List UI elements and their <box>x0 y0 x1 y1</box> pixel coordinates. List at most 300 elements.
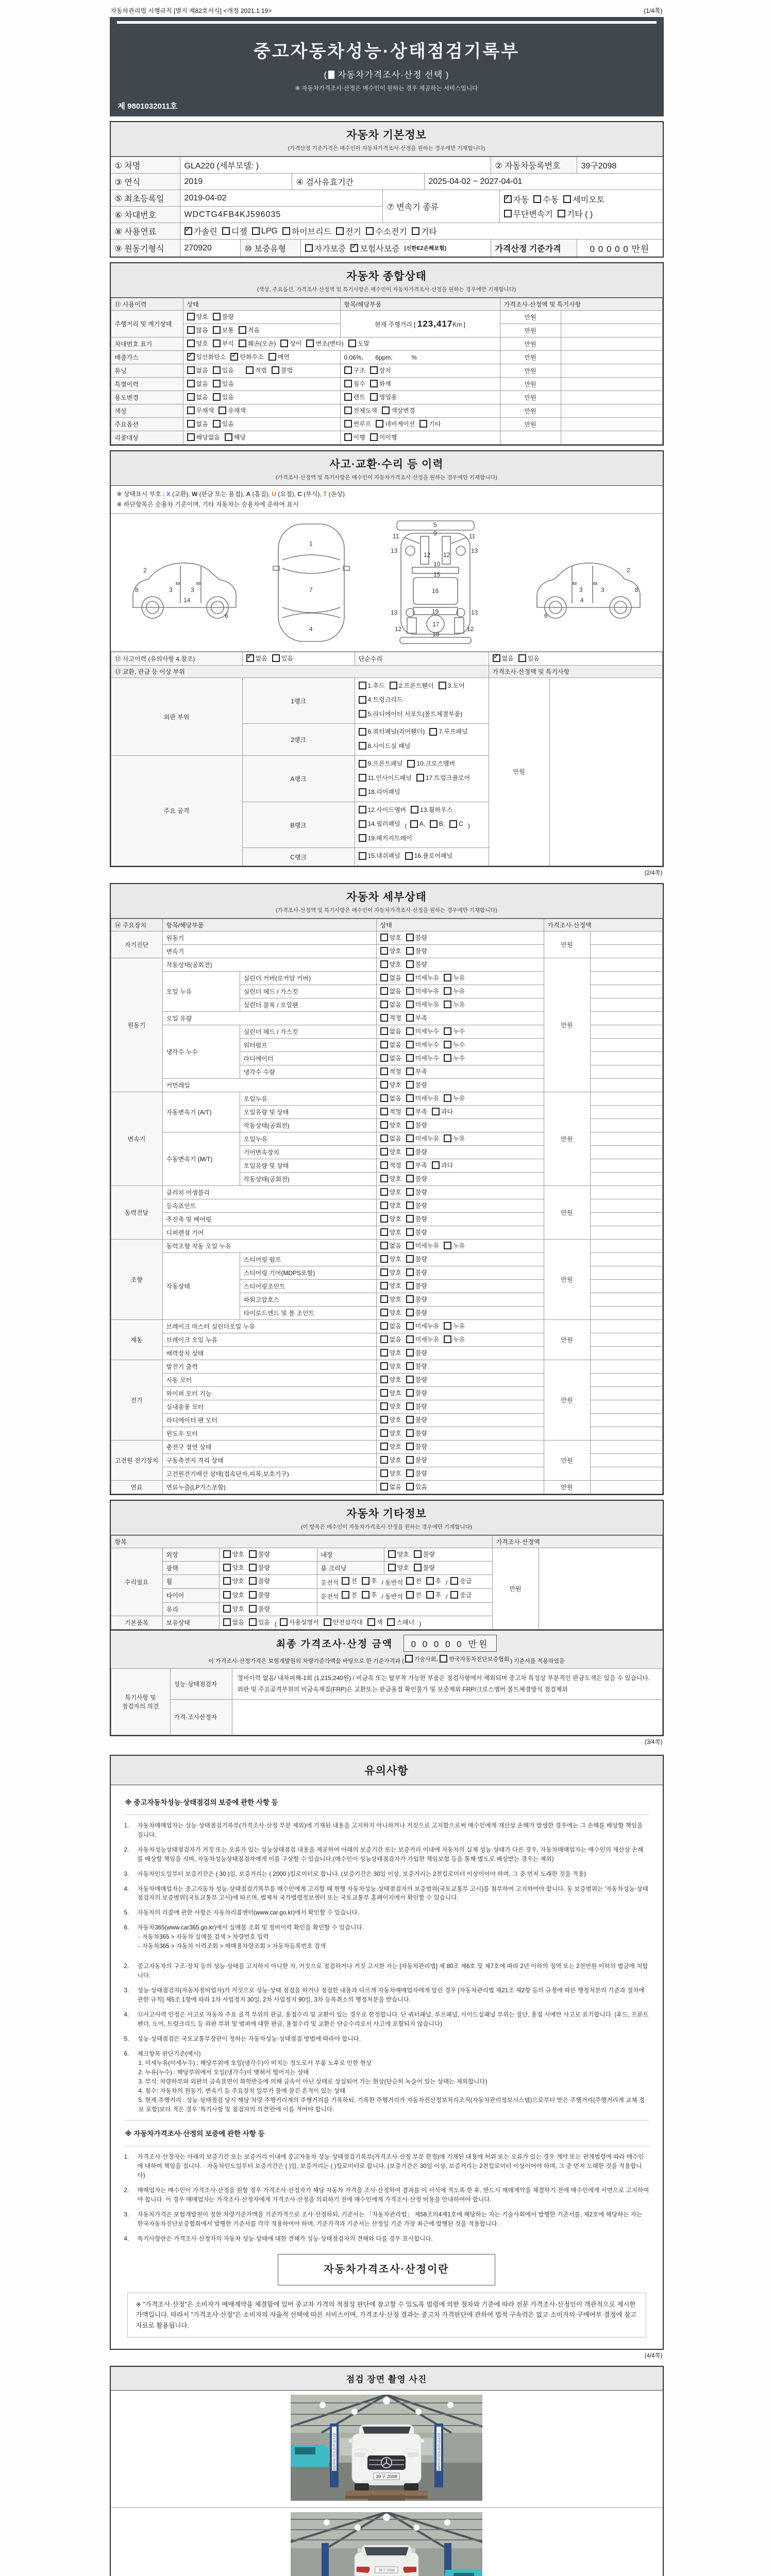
checkbox-option[interactable] <box>419 419 441 428</box>
state-options <box>376 1226 544 1239</box>
checkbox-option[interactable] <box>219 406 246 415</box>
checkbox-option[interactable] <box>370 379 391 388</box>
checkbox-option[interactable] <box>406 1321 439 1330</box>
checkbox-option[interactable] <box>387 1618 414 1626</box>
checkbox-option[interactable] <box>380 1094 401 1103</box>
checkbox-icon <box>223 1550 231 1558</box>
checkbox-icon <box>426 1591 434 1599</box>
checkbox-option[interactable] <box>406 1214 427 1223</box>
checkbox-icon <box>444 1054 451 1062</box>
checkbox-option[interactable] <box>450 1577 472 1585</box>
subitem-label: 오일유량 및 상태 <box>240 1105 376 1118</box>
checkbox-option[interactable] <box>406 1161 427 1170</box>
checkbox-label: 적정 <box>389 1067 401 1075</box>
checkbox-icon <box>344 406 352 414</box>
checkbox-option[interactable] <box>213 326 234 334</box>
checkbox-label: 불량 <box>415 1175 427 1182</box>
checkbox-label: LPG <box>261 226 278 235</box>
column-header: 항목/해당부품 <box>162 919 376 931</box>
checkbox-option[interactable] <box>249 1577 270 1585</box>
item-label: 디퍼렌셜 기어 <box>162 1226 376 1239</box>
checkbox-icon <box>380 1376 388 1383</box>
checkbox-option[interactable] <box>380 1442 401 1451</box>
checkbox-option[interactable] <box>406 960 427 969</box>
checkbox-label: 불량 <box>415 960 427 968</box>
price-appraisal-definition-title: 자동차가격조사·산정이란 <box>278 2254 495 2285</box>
checkbox-option[interactable] <box>406 987 439 995</box>
checkbox-option[interactable] <box>380 1147 401 1156</box>
checkbox-option[interactable] <box>213 419 234 428</box>
checkbox-option[interactable] <box>380 1134 401 1143</box>
checkbox-option[interactable] <box>504 208 553 219</box>
checkbox-option[interactable] <box>249 1590 270 1599</box>
note-cell <box>590 1092 662 1105</box>
checkbox-option[interactable] <box>518 654 540 663</box>
notice-item-number: 6. <box>124 2050 129 2058</box>
checkbox-option[interactable] <box>222 225 247 237</box>
checkbox-option[interactable] <box>406 1362 427 1370</box>
checkbox-option[interactable] <box>380 1255 401 1263</box>
checkbox-option[interactable] <box>249 1604 270 1613</box>
checkbox-option[interactable] <box>239 339 276 348</box>
state-options <box>376 1025 544 1038</box>
checkbox-option[interactable] <box>414 1550 435 1558</box>
notice-item-number: 4. <box>124 1885 129 1892</box>
checkbox-option[interactable] <box>450 1590 472 1599</box>
checkbox-option[interactable] <box>406 1590 422 1599</box>
item-label: 동력조향 작동 오일 누유 <box>162 1239 376 1252</box>
table-header-row <box>111 665 662 677</box>
checkbox-option[interactable] <box>336 225 361 237</box>
table-row <box>111 1092 662 1105</box>
checkbox-option[interactable] <box>558 208 593 219</box>
checkbox-option[interactable] <box>230 352 263 361</box>
checkbox-option[interactable] <box>380 1482 401 1491</box>
checkbox-option[interactable] <box>563 193 604 205</box>
checkbox-option[interactable] <box>342 1577 357 1585</box>
checkbox-option[interactable] <box>444 1321 465 1330</box>
checkbox-option[interactable] <box>362 1577 377 1585</box>
checkbox-option[interactable] <box>426 1590 442 1599</box>
checkbox-label: 11.인사이드패널 <box>367 774 412 782</box>
checkbox-option[interactable] <box>380 960 401 969</box>
checkbox-label: 누유 <box>453 1001 465 1008</box>
price-cell: 만원 <box>544 1239 590 1319</box>
checkbox-option[interactable] <box>449 818 463 830</box>
checkbox-option[interactable] <box>249 1563 270 1572</box>
checkbox-option[interactable] <box>406 1429 427 1437</box>
checkbox-option[interactable] <box>406 1335 439 1344</box>
checkbox-icon <box>239 326 246 334</box>
checkbox-option[interactable] <box>380 1281 401 1290</box>
checkbox-option[interactable] <box>359 804 407 816</box>
checkbox-option[interactable] <box>406 1577 422 1585</box>
checkbox-icon <box>187 313 195 320</box>
checkbox-option[interactable] <box>406 1121 427 1129</box>
checkbox-label: 없음 <box>389 1001 401 1008</box>
checkbox-option[interactable] <box>406 1134 439 1143</box>
checkbox-label: 불량 <box>415 1349 427 1357</box>
checkbox-option[interactable] <box>410 818 425 830</box>
checkbox-icon <box>432 1108 440 1115</box>
checkbox-icon <box>444 1001 451 1008</box>
checkbox-option[interactable] <box>406 973 439 982</box>
checkbox-option[interactable] <box>406 946 427 955</box>
checkbox-option[interactable] <box>359 740 411 752</box>
checkbox-option[interactable] <box>348 339 369 348</box>
checkbox-option[interactable] <box>305 242 346 254</box>
notice-item <box>124 1962 649 1980</box>
checkbox-icon <box>380 1228 388 1236</box>
checkbox-option[interactable] <box>223 1590 244 1599</box>
checkbox-option[interactable] <box>223 1550 244 1558</box>
checkbox-label: 있음 <box>222 367 234 374</box>
checkbox-option[interactable] <box>406 1268 427 1277</box>
subitem-label: 오일누유 <box>240 1092 376 1105</box>
checkbox-option[interactable] <box>380 1321 401 1330</box>
checkbox-option[interactable] <box>406 1281 427 1290</box>
checkbox-option[interactable] <box>380 946 401 955</box>
checkbox-option[interactable] <box>406 1455 427 1464</box>
field-label: ⑨ 원동기형식 <box>111 240 180 257</box>
checkbox-option[interactable] <box>426 1577 442 1585</box>
checkbox-option[interactable] <box>350 242 399 254</box>
checkbox-option[interactable] <box>382 406 415 415</box>
checkbox-option[interactable] <box>406 1241 439 1250</box>
table-row <box>111 1319 662 1333</box>
notice-item-number: 4. <box>124 2011 129 2019</box>
checkbox-option[interactable] <box>366 225 407 237</box>
checkbox-icon <box>282 227 290 235</box>
checkbox-option[interactable] <box>444 1134 465 1143</box>
checkbox-icon <box>382 406 390 414</box>
checkbox-option[interactable] <box>359 708 463 720</box>
checkbox-label: 구조 <box>353 367 365 374</box>
checkbox-label: 미세누유 <box>415 1335 440 1343</box>
checkbox-option[interactable] <box>213 393 234 401</box>
checkbox-option[interactable] <box>370 393 397 401</box>
checkbox-option[interactable] <box>380 1214 401 1223</box>
checkbox-option[interactable] <box>370 366 391 375</box>
checkbox-option[interactable] <box>213 312 234 321</box>
checkbox-option[interactable] <box>444 1335 465 1344</box>
checkbox-option[interactable] <box>324 1618 363 1626</box>
checkbox-option[interactable] <box>444 1054 465 1062</box>
checkbox-option[interactable] <box>187 393 208 401</box>
price-cell: 만원 <box>500 311 561 324</box>
checkbox-option[interactable] <box>187 352 226 361</box>
checkbox-option[interactable] <box>444 1027 465 1036</box>
checkbox-option[interactable] <box>376 419 415 428</box>
checkbox-option[interactable] <box>406 1228 427 1236</box>
checkbox-icon <box>380 1429 388 1437</box>
current-mileage: 현재 주행거리 [ 123,417Km ] <box>340 311 500 337</box>
checkbox-option[interactable] <box>380 1054 401 1062</box>
checkbox-option[interactable] <box>406 1188 427 1196</box>
checkbox-option[interactable] <box>380 1268 401 1277</box>
checkbox-option[interactable] <box>359 757 403 770</box>
checkbox-icon <box>406 934 414 941</box>
checkbox-option[interactable] <box>380 1362 401 1370</box>
checkbox-option[interactable] <box>444 1040 465 1049</box>
checkbox-option[interactable] <box>187 379 208 388</box>
checkbox-option[interactable] <box>380 1174 401 1183</box>
checkbox-option[interactable] <box>440 1655 509 1663</box>
checkbox-option[interactable] <box>187 406 214 415</box>
checkbox-option[interactable] <box>359 725 425 738</box>
checkbox-label: 매연 <box>277 353 290 361</box>
state-options <box>219 1548 317 1561</box>
checkbox-option[interactable] <box>406 1201 427 1210</box>
checkbox-option[interactable] <box>406 1147 427 1156</box>
checkbox-option[interactable] <box>280 1618 319 1626</box>
checkbox-option[interactable] <box>306 339 343 348</box>
photo-front <box>111 2391 663 2508</box>
checkbox-option[interactable] <box>187 312 208 321</box>
checkbox-option[interactable] <box>359 680 385 692</box>
checkbox-option[interactable] <box>249 1550 270 1558</box>
subtitle-text: 자동차가격조사·산정 선택 ) <box>338 70 449 80</box>
notice-item-text: 자동차성능상태점검자가 거짓 또는 오류가 있는 성능상태점검 내용을 제공하여 아래의 보증기간 또는 보증거리 이내에 자동차의 실제 성능·상태가 다른 경우, 자동차매매업자는 매수인의 재산상 손해를 배상할 책임을 지며, 자동차성능상태점검자에게 이를 구상할 수 있습니다.(매수인이 성능상태점검자가 가입한 책임보험 등을 통해 별도로 배상받는 경우는 제외) <box>137 1846 644 1862</box>
checkbox-option[interactable] <box>380 1429 401 1437</box>
checkbox-option[interactable] <box>406 1348 427 1357</box>
checkbox-option[interactable] <box>388 1550 409 1558</box>
checkbox-option[interactable] <box>380 1308 401 1317</box>
price-cell: 만원 <box>500 378 561 391</box>
checkbox-option[interactable] <box>406 1415 427 1424</box>
checkbox-option[interactable] <box>380 1455 401 1464</box>
checkbox-option[interactable] <box>493 654 514 663</box>
checkbox-icon <box>450 1577 458 1585</box>
position-options <box>317 1602 492 1616</box>
checkbox-option[interactable] <box>380 1000 401 1009</box>
photo-rear <box>111 2508 663 2576</box>
checkbox-option[interactable] <box>342 1590 357 1599</box>
checkbox-option[interactable] <box>344 433 365 442</box>
checkbox-option[interactable] <box>406 1375 427 1384</box>
panel-options <box>355 848 489 866</box>
checkbox-option[interactable] <box>213 379 234 388</box>
checkbox-option[interactable] <box>380 1375 401 1384</box>
checkbox-option[interactable] <box>380 1013 401 1022</box>
checkbox-option[interactable] <box>249 1618 270 1626</box>
checkbox-option[interactable] <box>406 1107 427 1116</box>
subitem-label: 작동상태(공회전) <box>240 1172 376 1185</box>
checkbox-option[interactable] <box>184 225 217 237</box>
checkbox-option[interactable] <box>344 366 365 375</box>
checkbox-option[interactable] <box>344 393 365 401</box>
svg-text:15: 15 <box>433 570 441 578</box>
checkbox-option[interactable] <box>414 1563 435 1572</box>
checkbox-option[interactable] <box>359 693 403 706</box>
checkbox-option[interactable] <box>380 1388 401 1397</box>
checkbox-option[interactable] <box>213 366 234 375</box>
checkbox-option[interactable] <box>380 1040 401 1049</box>
checkbox-option[interactable] <box>380 1107 401 1116</box>
checkbox-option[interactable] <box>344 406 377 415</box>
checkbox-option[interactable] <box>359 786 400 798</box>
checkbox-option[interactable] <box>406 1174 427 1183</box>
checkbox-option[interactable] <box>359 818 400 830</box>
checkbox-option[interactable] <box>504 193 529 205</box>
checkbox-icon <box>406 1175 414 1182</box>
checkbox-option[interactable] <box>380 1161 401 1170</box>
subitem-label: 워터펌프 <box>240 1038 376 1052</box>
checkbox-option[interactable] <box>380 1295 401 1303</box>
checkbox-option[interactable] <box>380 1188 401 1196</box>
measured-values: 0.06%, 6ppm, % <box>344 353 417 361</box>
checkbox-option[interactable] <box>388 1563 409 1572</box>
note-cell <box>590 1132 662 1145</box>
checkbox-option[interactable] <box>405 850 453 862</box>
checkbox-option[interactable] <box>533 193 559 205</box>
checkbox-option[interactable] <box>187 339 208 348</box>
checkbox-icon <box>359 834 366 842</box>
checkbox-icon <box>380 1094 388 1102</box>
panel-options <box>355 802 489 848</box>
table-row <box>111 378 662 391</box>
checkbox-option[interactable] <box>223 1577 244 1585</box>
checkbox-option[interactable] <box>439 680 465 692</box>
checkbox-option[interactable] <box>370 433 397 442</box>
checkbox-option[interactable] <box>380 973 401 982</box>
checkbox-icon <box>213 366 221 374</box>
checkbox-option[interactable] <box>380 1241 401 1250</box>
checkbox-option[interactable] <box>380 1348 401 1357</box>
note-cell <box>590 1025 662 1038</box>
checkbox-option[interactable] <box>380 1402 401 1411</box>
checkbox-option[interactable] <box>380 987 401 995</box>
checkbox-option[interactable] <box>416 772 470 784</box>
checkbox-option[interactable] <box>406 1013 427 1022</box>
checkbox-option[interactable] <box>362 1590 377 1599</box>
checkbox-icon <box>406 1161 414 1169</box>
form-subtitle <box>117 67 657 80</box>
checkbox-option[interactable] <box>444 1241 465 1250</box>
checkbox-icon <box>249 1618 257 1626</box>
checkbox-option[interactable] <box>367 1618 383 1626</box>
checkbox-option[interactable] <box>406 1080 427 1089</box>
checkbox-option[interactable] <box>406 1255 427 1263</box>
checkbox-icon <box>380 1469 388 1477</box>
checkbox-option[interactable] <box>282 225 331 237</box>
checkbox-label: 불량 <box>415 1469 427 1477</box>
checkbox-option[interactable] <box>223 1618 244 1626</box>
checkbox-option[interactable] <box>380 1228 401 1236</box>
checkbox-option[interactable] <box>406 1442 427 1451</box>
checkbox-option[interactable] <box>380 1067 401 1076</box>
checkbox-option[interactable] <box>359 850 400 862</box>
checkbox-label: 누유 <box>453 1134 465 1142</box>
checkbox-option[interactable] <box>252 227 278 236</box>
checkbox-option[interactable] <box>223 1604 244 1613</box>
checkbox-icon <box>249 1605 257 1613</box>
checkbox-option[interactable] <box>444 1000 465 1009</box>
checkbox-option[interactable] <box>406 1388 427 1397</box>
notice-item <box>124 1821 649 1840</box>
checkbox-option[interactable] <box>225 433 246 442</box>
checkbox-option[interactable] <box>406 1295 427 1303</box>
checkbox-option[interactable] <box>406 1067 427 1076</box>
checkbox-option[interactable] <box>444 973 465 982</box>
checkbox-label: 적정 <box>389 1014 401 1022</box>
checkbox-option[interactable] <box>187 366 208 375</box>
state-options <box>376 1279 544 1293</box>
checkbox-option[interactable] <box>213 339 234 348</box>
checkbox-label: 전 <box>415 1591 422 1599</box>
svg-text:8: 8 <box>635 586 638 594</box>
checkbox-option[interactable] <box>406 1094 439 1103</box>
checkbox-option[interactable] <box>380 1335 401 1344</box>
subitem-label: 실린더 커버(로커암 커버) <box>240 971 376 985</box>
checkbox-option[interactable] <box>380 1415 401 1424</box>
checkbox-option[interactable] <box>406 1000 439 1009</box>
checkbox-option[interactable] <box>406 1482 427 1491</box>
checkbox-option[interactable] <box>380 1080 401 1089</box>
checkbox-option[interactable] <box>268 352 290 361</box>
checkbox-option[interactable] <box>406 1308 427 1317</box>
checkbox-option[interactable] <box>344 419 372 428</box>
inspection-period-value: 2025-04-02 ~ 2027-04-01 <box>424 174 663 190</box>
checkbox-option[interactable] <box>406 1469 427 1478</box>
checkbox-option[interactable] <box>272 654 293 663</box>
checkbox-option[interactable] <box>406 1027 439 1036</box>
checkbox-option[interactable] <box>380 1027 401 1036</box>
checkbox-option[interactable] <box>406 1054 439 1062</box>
checkbox-option[interactable] <box>412 225 437 237</box>
checkbox-option[interactable] <box>380 1201 401 1210</box>
checkbox-icon <box>406 1255 414 1263</box>
detail-status-table <box>111 919 663 1494</box>
checkbox-option[interactable] <box>380 1469 401 1478</box>
checkbox-option[interactable] <box>359 772 412 784</box>
checkbox-option[interactable] <box>406 933 427 942</box>
checkbox-option[interactable] <box>272 366 293 375</box>
checkbox-option[interactable] <box>406 1040 439 1049</box>
checkbox-option[interactable] <box>444 987 465 995</box>
checkbox-option[interactable] <box>432 1107 453 1116</box>
checkbox-option[interactable] <box>187 419 208 428</box>
checkbox-option[interactable] <box>187 433 220 442</box>
checkbox-option[interactable] <box>359 832 412 844</box>
checkbox-option[interactable] <box>429 725 467 738</box>
checkbox-option[interactable] <box>223 1563 244 1572</box>
checkbox-option[interactable] <box>380 1121 401 1129</box>
checkbox-icon <box>388 1564 396 1571</box>
checkbox-option[interactable] <box>444 1094 465 1103</box>
checkbox-option[interactable] <box>405 1655 438 1663</box>
checkbox-option[interactable] <box>280 339 301 348</box>
detail-subtitle: (가격조사·산정액 및 특기사항은 매수인이 자동차가격조사·산정을 원하는 경우에만 기재합니다) <box>276 907 497 913</box>
checkbox-option[interactable] <box>432 1161 453 1170</box>
checkbox-label: 네비게이션 <box>385 420 415 428</box>
checkbox-label: 부족 <box>415 1161 427 1169</box>
field-label: ⑧ 사용연료 <box>111 223 180 239</box>
checkbox-option[interactable] <box>246 654 267 663</box>
checkbox-option[interactable] <box>239 326 260 334</box>
checkbox-option[interactable] <box>407 757 455 770</box>
checkbox-option[interactable] <box>406 1402 427 1411</box>
checkbox-option[interactable] <box>430 818 445 830</box>
checkbox-icon <box>380 1161 388 1169</box>
basic-info-title: 자동차 기본정보 <box>346 129 427 141</box>
checkbox-option[interactable] <box>390 680 434 692</box>
checkbox-option[interactable] <box>246 366 267 375</box>
checkbox-option[interactable] <box>380 933 401 942</box>
checkbox-option[interactable] <box>411 804 452 816</box>
checkbox-option[interactable] <box>187 326 208 334</box>
checkbox-option[interactable] <box>344 379 365 388</box>
